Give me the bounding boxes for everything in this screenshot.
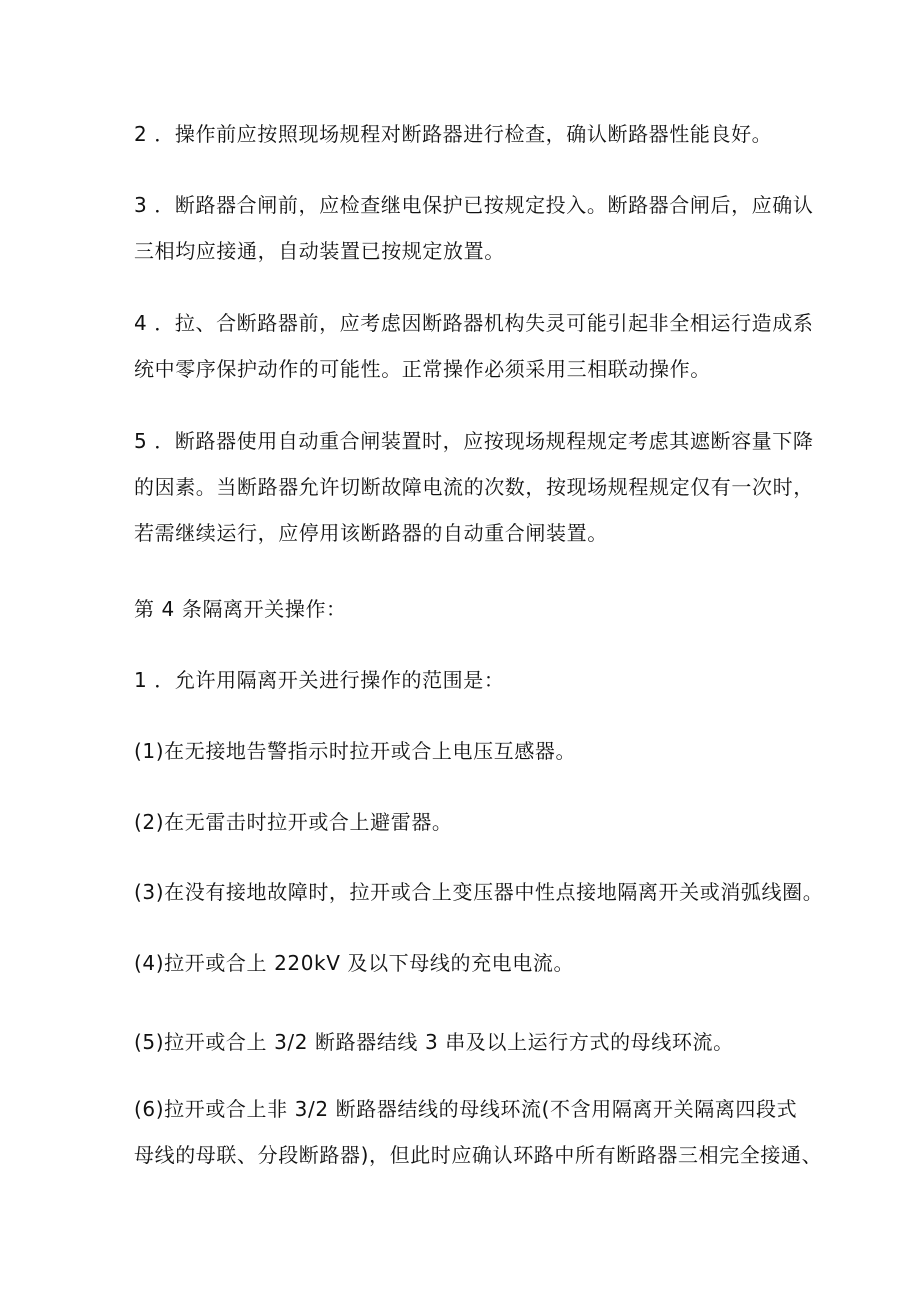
list-item-6 bbox=[134, 1086, 823, 1178]
text-line: (3)在没有接地故障时，拉开或合上变压器中性点接地隔离开关或消弧线圈。 bbox=[134, 880, 824, 904]
text-line: (4)拉开或合上 220kV 及以下母线的充电电流。 bbox=[134, 951, 575, 975]
text-line: (5)拉开或合上 3/2 断路器结线 3 串及以上运行方式的母线环流。 bbox=[134, 1030, 734, 1054]
list-item-3 bbox=[134, 869, 824, 915]
text-line: 三相均应接通，自动装置已按规定放置。 bbox=[134, 239, 505, 263]
text-line: 的因素。当断路器允许切断故障电流的次数，按现场规程规定仅有一次时， bbox=[134, 475, 814, 499]
list-item-2 bbox=[134, 799, 814, 845]
text-line: 3 ．断路器合闸前，应检查继电保护已按规定投入。断路器合闸后，应确认 bbox=[134, 193, 814, 217]
list-item-1 bbox=[134, 728, 814, 774]
text-line: (2)在无雷击时拉开或合上避雷器。 bbox=[134, 810, 453, 834]
paragraph-1 bbox=[134, 657, 814, 703]
text-line: 5 ．断路器使用自动重合闸装置时，应按现场规程规定考虑其遮断容量下降 bbox=[134, 429, 814, 453]
text-line: 2 ．操作前应按照现场规程对断路器进行检查，确认断路器性能良好。 bbox=[134, 122, 773, 146]
paragraph-4 bbox=[134, 300, 814, 392]
text-line: 1 ．允许用隔离开关进行操作的范围是： bbox=[134, 668, 505, 692]
list-item-4 bbox=[134, 940, 814, 986]
text-line: 4 ．拉、合断路器前，应考虑因断路器机构失灵可能引起非全相运行造成系 bbox=[134, 311, 814, 335]
text-line: 第 4 条隔离开关操作： bbox=[134, 597, 347, 621]
article-4-heading bbox=[134, 586, 814, 632]
paragraph-5 bbox=[134, 418, 814, 556]
paragraph-2 bbox=[134, 111, 814, 157]
text-line: (6)拉开或合上非 3/2 断路器结线的母线环流(不含用隔离开关隔离四段式 bbox=[134, 1097, 798, 1121]
paragraph-3 bbox=[134, 182, 814, 274]
list-item-5 bbox=[134, 1019, 814, 1065]
text-line: (1)在无接地告警指示时拉开或合上电压互感器。 bbox=[134, 739, 577, 763]
text-line: 若需继续运行，应停用该断路器的自动重合闸装置。 bbox=[134, 521, 608, 545]
text-line: 母线的母联、分段断路器)，但此时应确认环路中所有断路器三相完全接通、 bbox=[134, 1143, 823, 1167]
text-line: 统中零序保护动作的可能性。正常操作必须采用三相联动操作。 bbox=[134, 357, 711, 381]
